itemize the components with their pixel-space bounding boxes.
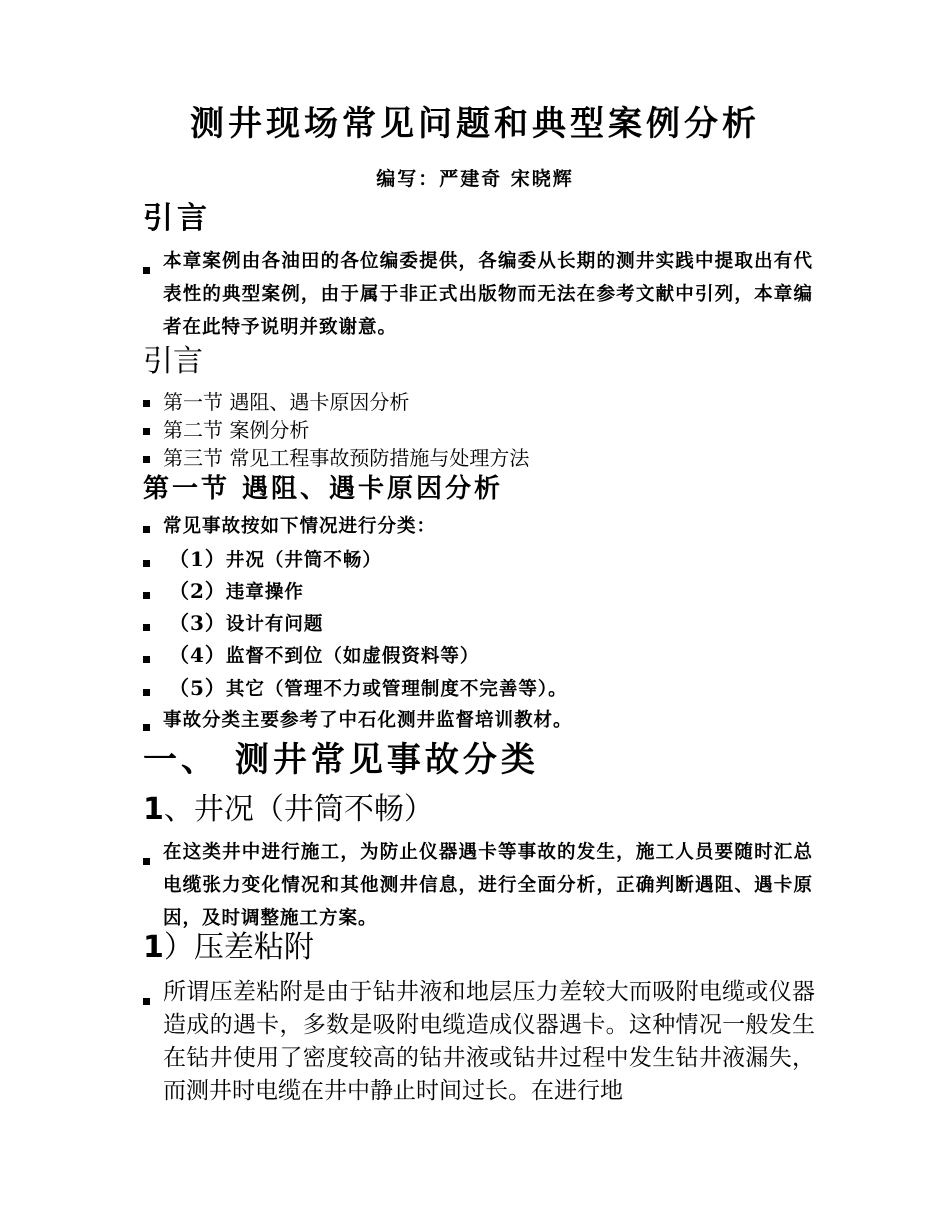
classification-text: 设计有问题	[225, 614, 324, 635]
document-title: 测井现场常见问题和典型案例分析	[190, 104, 760, 144]
classification-note-text: 事故分类主要参考了中石化测井监督培训教材。	[163, 710, 573, 731]
bullet-icon	[143, 724, 150, 731]
intro-paragraph-block	[143, 245, 813, 345]
intro-heading: 引言	[143, 201, 211, 236]
classification-text: 违章操作	[225, 582, 304, 603]
bullet-icon	[143, 998, 150, 1005]
toc-heading: 引言	[143, 344, 203, 379]
bullet-icon	[143, 428, 150, 435]
bullet-icon	[143, 267, 150, 274]
part1-heading: 一、 测井常见事故分类	[143, 740, 539, 780]
classification-intro-text: 常见事故按如下情况进行分类：	[163, 516, 437, 537]
subsubsection-number: 1	[143, 930, 164, 965]
classification-text: 其它（管理不力或管理制度不完善等）。	[225, 679, 568, 700]
subsection-title: 、井况（井筒不畅）	[163, 792, 434, 827]
subsection-paragraph: 在这类井中进行施工，为防止仪器遇卡等事故的发生，施工人员要随时汇总电缆张力变化情况和其他测井信息，进行全面分析，正确判断遇阻、遇卡原因，及时调整施工方案。	[163, 842, 813, 929]
classification-text: 井况（井筒不畅）	[225, 550, 382, 571]
toc-item-label: 第三节 常见工程事故预防措施与处理方法	[163, 446, 530, 470]
bullet-icon	[143, 456, 150, 463]
classification-number: （2）	[169, 579, 226, 603]
authors-line: 编写：严建奇 宋晓辉	[376, 168, 574, 190]
bullet-icon	[143, 624, 150, 631]
subsubsection-paragraph-block	[143, 976, 813, 1116]
bullet-icon	[143, 400, 150, 407]
section1-heading: 第一节 遇阻、遇卡原因分析	[143, 474, 504, 504]
intro-paragraph: 本章案例由各油田的各位编委提供，各编委从长期的测井实践中提取出有代表性的典型案例，由于属于非正式出版物而无法在参考文献中引列，本章编者在此特予说明并致谢意。	[163, 251, 813, 338]
bullet-icon	[143, 592, 150, 599]
toc-item-label: 第二节 案例分析	[163, 418, 310, 442]
subsubsection-heading	[143, 922, 314, 966]
classification-number: （4）	[169, 643, 226, 667]
subsubsection-title: ）压差粘附	[163, 930, 314, 965]
subsection-number: 1	[143, 792, 164, 827]
bullet-icon	[143, 526, 150, 533]
classification-number: （1）	[169, 547, 226, 571]
subsubsection-paragraph: 所谓压差粘附是由于钻井液和地层压力差较大而吸附电缆或仪器造成的遇卡，多数是吸附电缆造成仪器遇卡。这种情况一般发生在钻井使用了密度较高的钻井液或钻井过程中发生钻井液漏失，而测井时电缆在井中静止时间过长。在进行地	[163, 979, 815, 1104]
subsection-paragraph-block	[143, 836, 813, 936]
bullet-icon	[143, 858, 150, 865]
bullet-icon	[143, 656, 150, 663]
classification-text: 监督不到位（如虚假资料等）	[225, 646, 480, 667]
bullet-icon	[143, 560, 150, 567]
classification-number: （3）	[169, 611, 226, 635]
bullet-icon	[143, 689, 150, 696]
classification-number: （5）	[169, 676, 226, 700]
subsection-heading	[143, 784, 434, 828]
toc-item-label: 第一节 遇阻、遇卡原因分析	[163, 390, 410, 414]
